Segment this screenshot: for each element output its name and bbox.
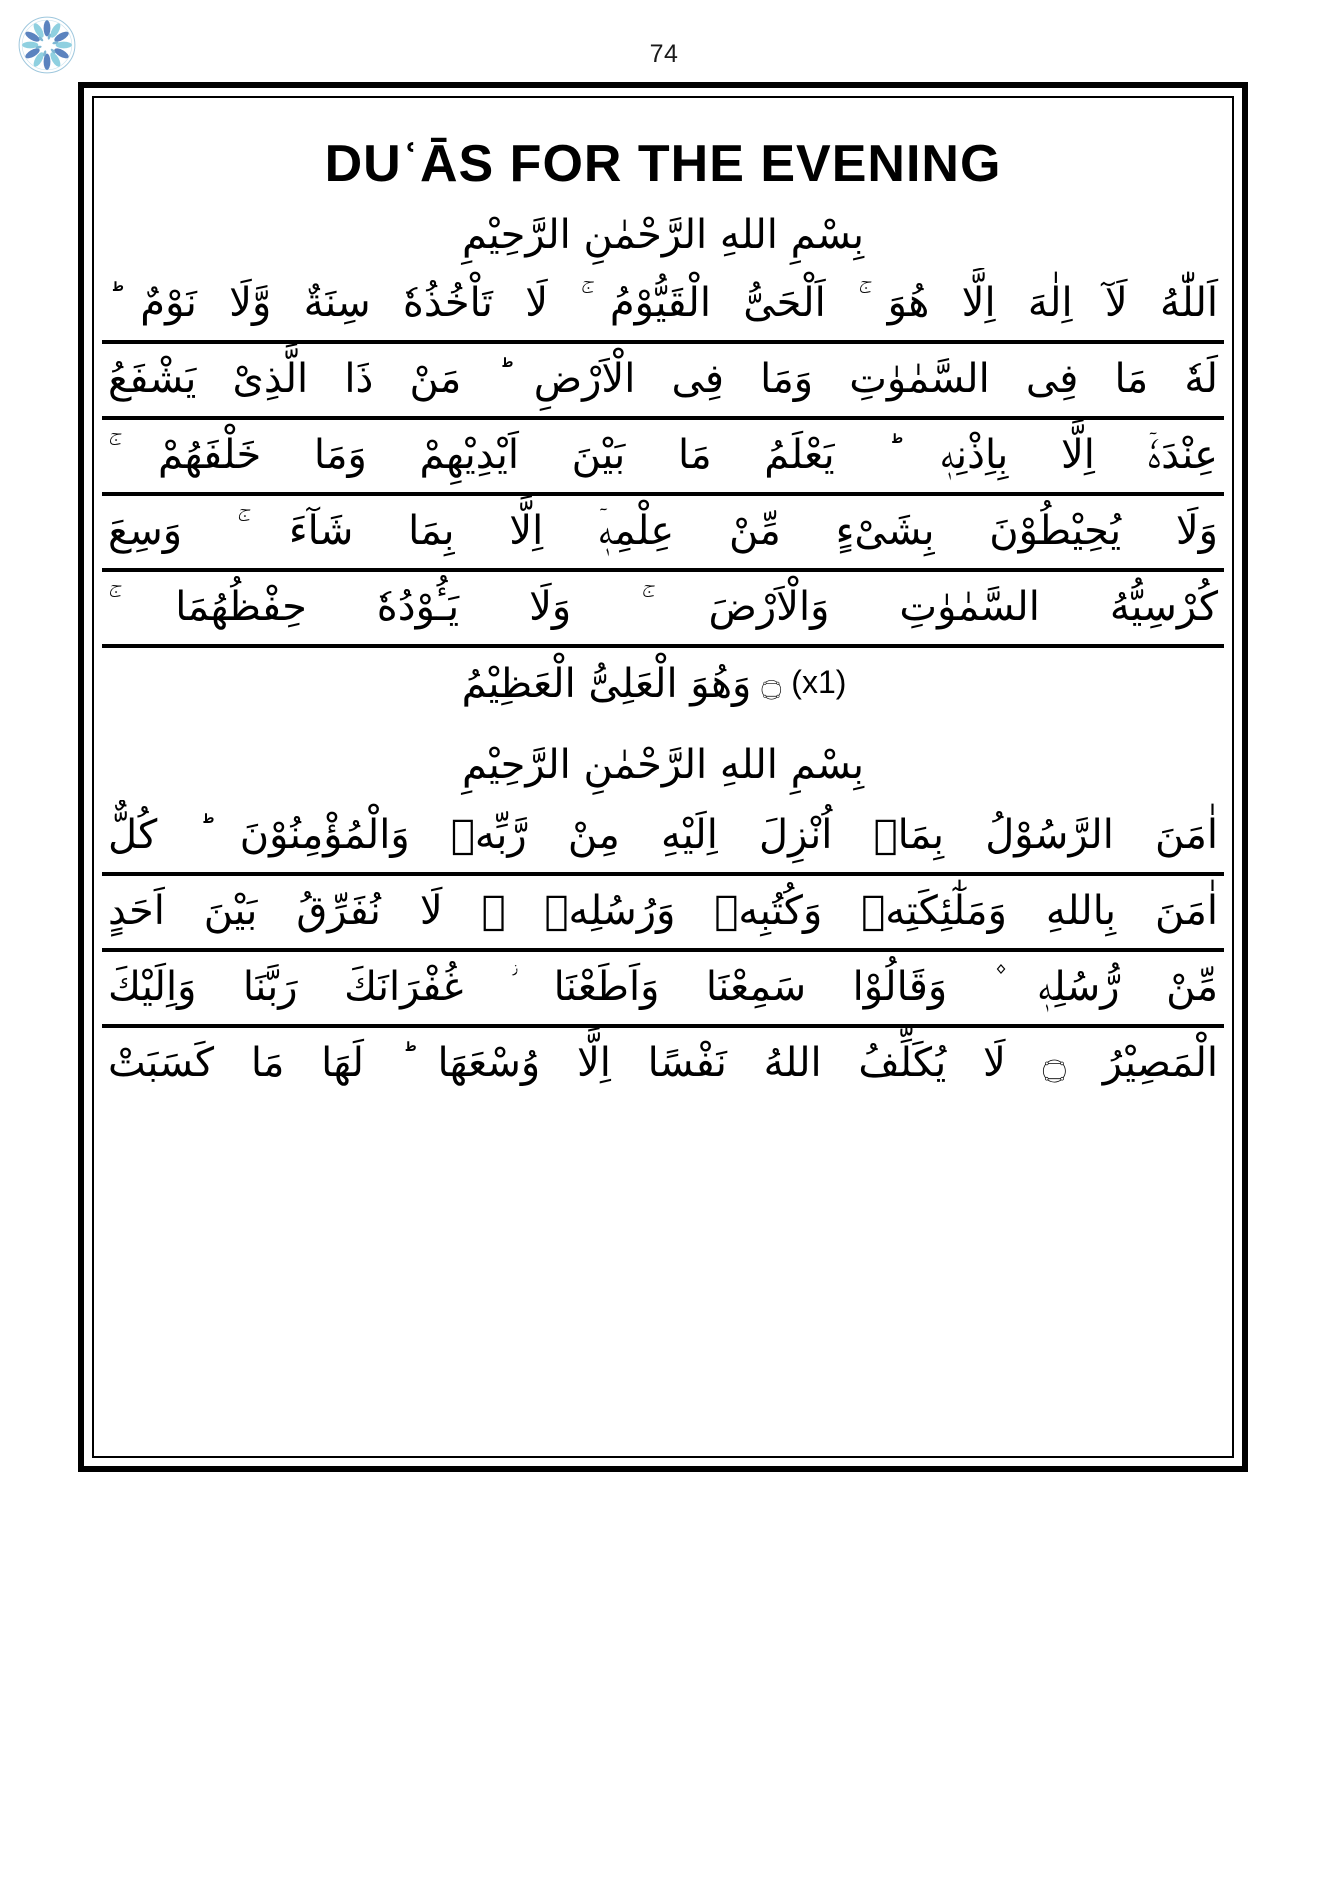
verse-line: اٰمَنَ بِاللهِ وَمَلٰٓئِكَتِهٖ وَكُتُبِهٖ وَرُسُلِهٖ ۫ لَا نُفَرِّقُ بَيْنَ اَحَدٍ [102,876,1224,952]
ayah-end-marker-icon: ۝ [761,663,782,703]
verse-line: اٰمَنَ الرَّسُوْلُ بِمَاۤ اُنْزِلَ اِلَيْهِ مِنْ رَّبِّهٖ وَالْمُؤْمِنُوْنَ ؕ كُلٌّ [102,800,1224,876]
verse-final-line-with-repeat [102,648,1224,720]
verse-final-line: وَهُوَ الْعَلِىُّ الْعَظِيْمُ [461,661,752,707]
verse-line: لَهٗ مَا فِى السَّمٰوٰتِ وَمَا فِى الْاَرْضِ ؕ مَنْ ذَا الَّذِىْ يَشْفَعُ [102,344,1224,420]
verse-line: مِّنْ رُّسُلِهٖ ۫ وَقَالُوْا سَمِعْنَا وَاَطَعْنَا ؗ غُفْرَانَكَ رَبَّنَا وَاِلَيْكَ [102,952,1224,1028]
section-ayatul-kursi [102,200,1224,720]
page-border-frame [78,82,1248,1472]
page-title: DUʿĀS FOR THE EVENING [324,135,1002,193]
verse-line: اَللّٰهُ لَآ اِلٰهَ اِلَّا هُوَ ۚ اَلْحَىُّ الْقَيُّوْمُ ۚ لَا تَاْخُذُهٗ سِنَةٌ وَّلَا نَوْمٌ ؕ [102,268,1224,344]
verse-block-amanar-rasulu [102,800,1224,1100]
page-number: 74 [649,40,679,68]
bismillah-calligraphy: بِسْمِ اللهِ الرَّحْمٰنِ الرَّحِيْمِ [461,742,865,788]
verse-block-ayatul-kursi [102,268,1224,648]
verse-line: الْمَصِيْرُ ۝ لَا يُكَلِّفُ اللهُ نَفْسًا اِلَّا وُسْعَهَا ؕ لَهَا مَا كَسَبَتْ [108,1040,1218,1086]
verse-line: كُرْسِيُّهُ السَّمٰوٰتِ وَالْاَرْضَ ۚ وَلَا يَـُٔوْدُهٗ حِفْظُهُمَا ۚ [102,572,1224,648]
section-amanar-rasulu [102,720,1224,1100]
repeat-count-label: (x1) [791,664,847,700]
verse-line: عِنْدَهٗۤ اِلَّا بِاِذْنِهٖ ؕ يَعْلَمُ مَا بَيْنَ اَيْدِيْهِمْ وَمَا خَلْفَهُمْ ۚ [102,420,1224,496]
verse-line: وَلَا يُحِيْطُوْنَ بِشَىْءٍ مِّنْ عِلْمِهٖۤ اِلَّا بِمَا شَآءَ ۚ وَسِعَ [102,496,1224,572]
page-content [102,106,1224,1448]
bismillah-calligraphy: بِسْمِ اللهِ الرَّحْمٰنِ الرَّحِيْمِ [461,212,865,258]
